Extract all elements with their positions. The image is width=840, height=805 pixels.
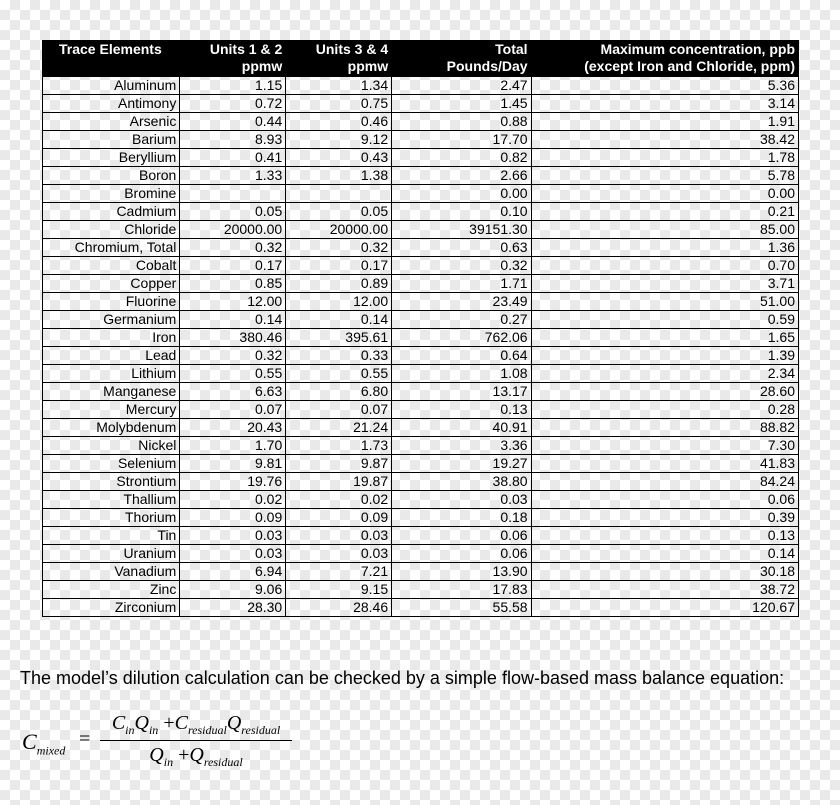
mass-balance-note: The model’s dilution calculation can be checked by a simple flow-based mass balance equation:	[20, 668, 785, 688]
cell-max-concentration: 0.06	[531, 491, 798, 509]
cell-units-3-4: 9.15	[286, 581, 392, 599]
cell-units-1-2: 0.14	[180, 311, 286, 329]
table-header-row	[43, 41, 799, 77]
cell-element: Zirconium	[43, 599, 180, 617]
cell-units-1-2: 9.06	[180, 581, 286, 599]
cell-max-concentration: 0.70	[531, 257, 798, 275]
cell-units-3-4: 0.46	[286, 113, 392, 131]
cell-units-1-2: 6.63	[180, 383, 286, 401]
cell-max-concentration: 85.00	[531, 221, 798, 239]
table-row	[43, 545, 799, 563]
equation-denominator	[100, 744, 292, 770]
cell-units-1-2: 0.03	[180, 545, 286, 563]
cell-max-concentration: 120.67	[531, 599, 798, 617]
table-row	[43, 203, 799, 221]
cell-units-1-2: 0.85	[180, 275, 286, 293]
table-row	[43, 455, 799, 473]
den-t1-sub: in	[163, 755, 174, 769]
cell-total-pounds-day: 0.06	[392, 545, 531, 563]
cell-total-pounds-day: 1.71	[392, 275, 531, 293]
cell-total-pounds-day: 38.80	[392, 473, 531, 491]
cell-total-pounds-day: 0.27	[392, 311, 531, 329]
cell-max-concentration: 7.30	[531, 437, 798, 455]
cell-element: Iron	[43, 329, 180, 347]
cell-total-pounds-day: 1.45	[392, 95, 531, 113]
cell-total-pounds-day: 0.32	[392, 257, 531, 275]
lhs-sub: mixed	[36, 743, 66, 758]
cell-total-pounds-day: 3.36	[392, 437, 531, 455]
cell-max-concentration: 1.39	[531, 347, 798, 365]
cell-element: Cadmium	[43, 203, 180, 221]
cell-element: Antimony	[43, 95, 180, 113]
num-t1-var: C	[111, 712, 126, 734]
fraction-bar	[100, 740, 292, 741]
cell-total-pounds-day: 19.27	[392, 455, 531, 473]
table-row	[43, 239, 799, 257]
cell-total-pounds-day: 0.18	[392, 509, 531, 527]
cell-total-pounds-day: 0.88	[392, 113, 531, 131]
cell-max-concentration: 0.59	[531, 311, 798, 329]
mass-balance-equation	[22, 712, 322, 782]
cell-units-3-4: 0.75	[286, 95, 392, 113]
equals-sign: =	[79, 728, 91, 750]
table-row	[43, 563, 799, 581]
cell-max-concentration: 0.00	[531, 185, 798, 203]
den-t2-var: Q	[189, 744, 204, 766]
cell-units-3-4: 7.21	[286, 563, 392, 581]
cell-units-1-2: 0.32	[180, 347, 286, 365]
table-row	[43, 581, 799, 599]
table-row	[43, 527, 799, 545]
cell-units-1-2: 20000.00	[180, 221, 286, 239]
cell-total-pounds-day: 55.58	[392, 599, 531, 617]
cell-max-concentration: 1.78	[531, 149, 798, 167]
cell-total-pounds-day: 23.49	[392, 293, 531, 311]
cell-max-concentration: 5.36	[531, 77, 798, 95]
cell-max-concentration: 0.13	[531, 527, 798, 545]
cell-units-1-2: 8.93	[180, 131, 286, 149]
cell-total-pounds-day: 0.82	[392, 149, 531, 167]
cell-units-3-4	[286, 185, 392, 203]
cell-units-1-2: 19.76	[180, 473, 286, 491]
cell-units-1-2: 0.05	[180, 203, 286, 221]
cell-element: Beryllium	[43, 149, 180, 167]
table-row	[43, 365, 799, 383]
table-row	[43, 347, 799, 365]
header-total-pounds-day: Total Pounds/Day	[392, 41, 531, 77]
cell-max-concentration: 88.82	[531, 419, 798, 437]
cell-total-pounds-day: 39151.30	[392, 221, 531, 239]
cell-units-3-4: 1.73	[286, 437, 392, 455]
equation-lhs	[22, 729, 65, 758]
cell-element: Strontium	[43, 473, 180, 491]
cell-units-3-4: 6.80	[286, 383, 392, 401]
cell-total-pounds-day: 1.08	[392, 365, 531, 383]
cell-total-pounds-day: 17.70	[392, 131, 531, 149]
cell-total-pounds-day: 0.00	[392, 185, 531, 203]
cell-units-1-2: 0.55	[180, 365, 286, 383]
cell-total-pounds-day: 2.47	[392, 77, 531, 95]
trace-elements-table	[42, 40, 799, 617]
cell-max-concentration: 38.42	[531, 131, 798, 149]
cell-units-1-2: 380.46	[180, 329, 286, 347]
cell-units-1-2: 0.02	[180, 491, 286, 509]
cell-units-3-4: 395.61	[286, 329, 392, 347]
cell-total-pounds-day: 2.66	[392, 167, 531, 185]
cell-total-pounds-day: 0.13	[392, 401, 531, 419]
cell-max-concentration: 0.14	[531, 545, 798, 563]
cell-element: Bromine	[43, 185, 180, 203]
equation-numerator	[100, 712, 292, 740]
cell-max-concentration: 3.71	[531, 275, 798, 293]
cell-units-1-2: 0.09	[180, 509, 286, 527]
cell-total-pounds-day: 0.64	[392, 347, 531, 365]
table-row	[43, 167, 799, 185]
cell-total-pounds-day: 0.06	[392, 527, 531, 545]
lhs-var: C	[22, 729, 37, 754]
cell-units-3-4: 0.32	[286, 239, 392, 257]
cell-units-1-2: 0.41	[180, 149, 286, 167]
table-row	[43, 293, 799, 311]
cell-element: Molybdenum	[43, 419, 180, 437]
cell-max-concentration: 1.65	[531, 329, 798, 347]
table-row	[43, 113, 799, 131]
cell-element: Tin	[43, 527, 180, 545]
cell-max-concentration: 0.28	[531, 401, 798, 419]
cell-units-3-4: 0.55	[286, 365, 392, 383]
cell-element: Chloride	[43, 221, 180, 239]
table-row	[43, 401, 799, 419]
cell-element: Uranium	[43, 545, 180, 563]
den-t1-var: Q	[149, 744, 164, 766]
cell-units-1-2: 1.15	[180, 77, 286, 95]
cell-units-1-2: 0.32	[180, 239, 286, 257]
cell-max-concentration: 30.18	[531, 563, 798, 581]
table-row	[43, 131, 799, 149]
table-row	[43, 185, 799, 203]
cell-units-1-2: 0.17	[180, 257, 286, 275]
cell-total-pounds-day: 0.63	[392, 239, 531, 257]
header-units-1-2: Units 1 & 2 ppmw	[180, 41, 286, 77]
cell-max-concentration: 0.39	[531, 509, 798, 527]
num-t4-var: Q	[226, 712, 242, 734]
cell-element: Aluminum	[43, 77, 180, 95]
header-max-concentration: Maximum concentration, ppb (except Iron and Chloride, ppm)	[531, 41, 798, 77]
cell-max-concentration: 28.60	[531, 383, 798, 401]
table-row	[43, 257, 799, 275]
den-t2-sub: residual	[203, 755, 243, 769]
cell-max-concentration: 1.91	[531, 113, 798, 131]
cell-max-concentration: 3.14	[531, 95, 798, 113]
cell-units-3-4: 9.12	[286, 131, 392, 149]
cell-element: Barium	[43, 131, 180, 149]
cell-units-1-2: 0.44	[180, 113, 286, 131]
cell-element: Lead	[43, 347, 180, 365]
cell-total-pounds-day: 13.17	[392, 383, 531, 401]
cell-units-1-2: 9.81	[180, 455, 286, 473]
table-row	[43, 275, 799, 293]
cell-element: Copper	[43, 275, 180, 293]
equation-fraction	[100, 712, 292, 770]
cell-units-1-2: 1.33	[180, 167, 286, 185]
table-row	[43, 329, 799, 347]
cell-units-1-2: 12.00	[180, 293, 286, 311]
table-row	[43, 437, 799, 455]
cell-element: Boron	[43, 167, 180, 185]
cell-element: Zinc	[43, 581, 180, 599]
cell-units-3-4: 0.14	[286, 311, 392, 329]
cell-units-3-4: 21.24	[286, 419, 392, 437]
table-row	[43, 95, 799, 113]
cell-units-1-2: 0.72	[180, 95, 286, 113]
cell-units-3-4: 0.17	[286, 257, 392, 275]
cell-units-1-2: 6.94	[180, 563, 286, 581]
table-row	[43, 149, 799, 167]
cell-total-pounds-day: 13.90	[392, 563, 531, 581]
cell-units-1-2: 1.70	[180, 437, 286, 455]
num-t4-sub: residual	[241, 723, 281, 737]
table-row	[43, 473, 799, 491]
cell-units-3-4: 9.87	[286, 455, 392, 473]
header-units-3-4: Units 3 & 4 ppmw	[286, 41, 392, 77]
table-row	[43, 77, 799, 95]
num-t3-sub: residual	[187, 723, 227, 737]
cell-units-3-4: 0.02	[286, 491, 392, 509]
cell-units-3-4: 0.09	[286, 509, 392, 527]
num-t1-sub: in	[125, 723, 135, 737]
cell-element: Cobalt	[43, 257, 180, 275]
cell-max-concentration: 2.34	[531, 365, 798, 383]
table-row	[43, 311, 799, 329]
cell-total-pounds-day: 17.83	[392, 581, 531, 599]
cell-units-3-4: 0.05	[286, 203, 392, 221]
cell-max-concentration: 5.78	[531, 167, 798, 185]
cell-units-3-4: 0.03	[286, 527, 392, 545]
cell-element: Thorium	[43, 509, 180, 527]
cell-max-concentration: 38.72	[531, 581, 798, 599]
cell-units-1-2: 0.07	[180, 401, 286, 419]
cell-units-3-4: 0.07	[286, 401, 392, 419]
cell-units-3-4: 1.38	[286, 167, 392, 185]
den-plus: +	[178, 744, 190, 766]
cell-total-pounds-day: 762.06	[392, 329, 531, 347]
cell-total-pounds-day: 0.03	[392, 491, 531, 509]
num-t2-var: Q	[134, 712, 149, 734]
num-plus: +	[163, 712, 175, 734]
cell-element: Arsenic	[43, 113, 180, 131]
cell-units-3-4: 28.46	[286, 599, 392, 617]
num-t2-sub: in	[148, 723, 159, 737]
cell-units-3-4: 0.43	[286, 149, 392, 167]
cell-units-3-4: 0.89	[286, 275, 392, 293]
cell-element: Manganese	[43, 383, 180, 401]
cell-element: Vanadium	[43, 563, 180, 581]
table-row	[43, 419, 799, 437]
table-row	[43, 491, 799, 509]
cell-element: Nickel	[43, 437, 180, 455]
num-t3-var: C	[174, 712, 188, 734]
cell-units-1-2: 0.03	[180, 527, 286, 545]
table-body	[43, 77, 799, 617]
table-row	[43, 509, 799, 527]
cell-units-3-4: 12.00	[286, 293, 392, 311]
cell-element: Lithium	[43, 365, 180, 383]
cell-units-1-2	[180, 185, 286, 203]
table-row	[43, 221, 799, 239]
cell-units-1-2: 28.30	[180, 599, 286, 617]
cell-units-1-2: 20.43	[180, 419, 286, 437]
header-trace-elements: Trace Elements	[43, 41, 180, 77]
cell-max-concentration: 51.00	[531, 293, 798, 311]
cell-element: Thallium	[43, 491, 180, 509]
cell-max-concentration: 1.36	[531, 239, 798, 257]
table-row	[43, 599, 799, 617]
cell-units-3-4: 0.33	[286, 347, 392, 365]
cell-units-3-4: 19.87	[286, 473, 392, 491]
cell-element: Chromium, Total	[43, 239, 180, 257]
cell-element: Selenium	[43, 455, 180, 473]
cell-element: Mercury	[43, 401, 180, 419]
table-row	[43, 383, 799, 401]
cell-total-pounds-day: 0.10	[392, 203, 531, 221]
cell-element: Fluorine	[43, 293, 180, 311]
cell-units-3-4: 20000.00	[286, 221, 392, 239]
cell-max-concentration: 84.24	[531, 473, 798, 491]
cell-max-concentration: 0.21	[531, 203, 798, 221]
cell-max-concentration: 41.83	[531, 455, 798, 473]
cell-element: Germanium	[43, 311, 180, 329]
cell-units-3-4: 1.34	[286, 77, 392, 95]
cell-units-3-4: 0.03	[286, 545, 392, 563]
cell-total-pounds-day: 40.91	[392, 419, 531, 437]
